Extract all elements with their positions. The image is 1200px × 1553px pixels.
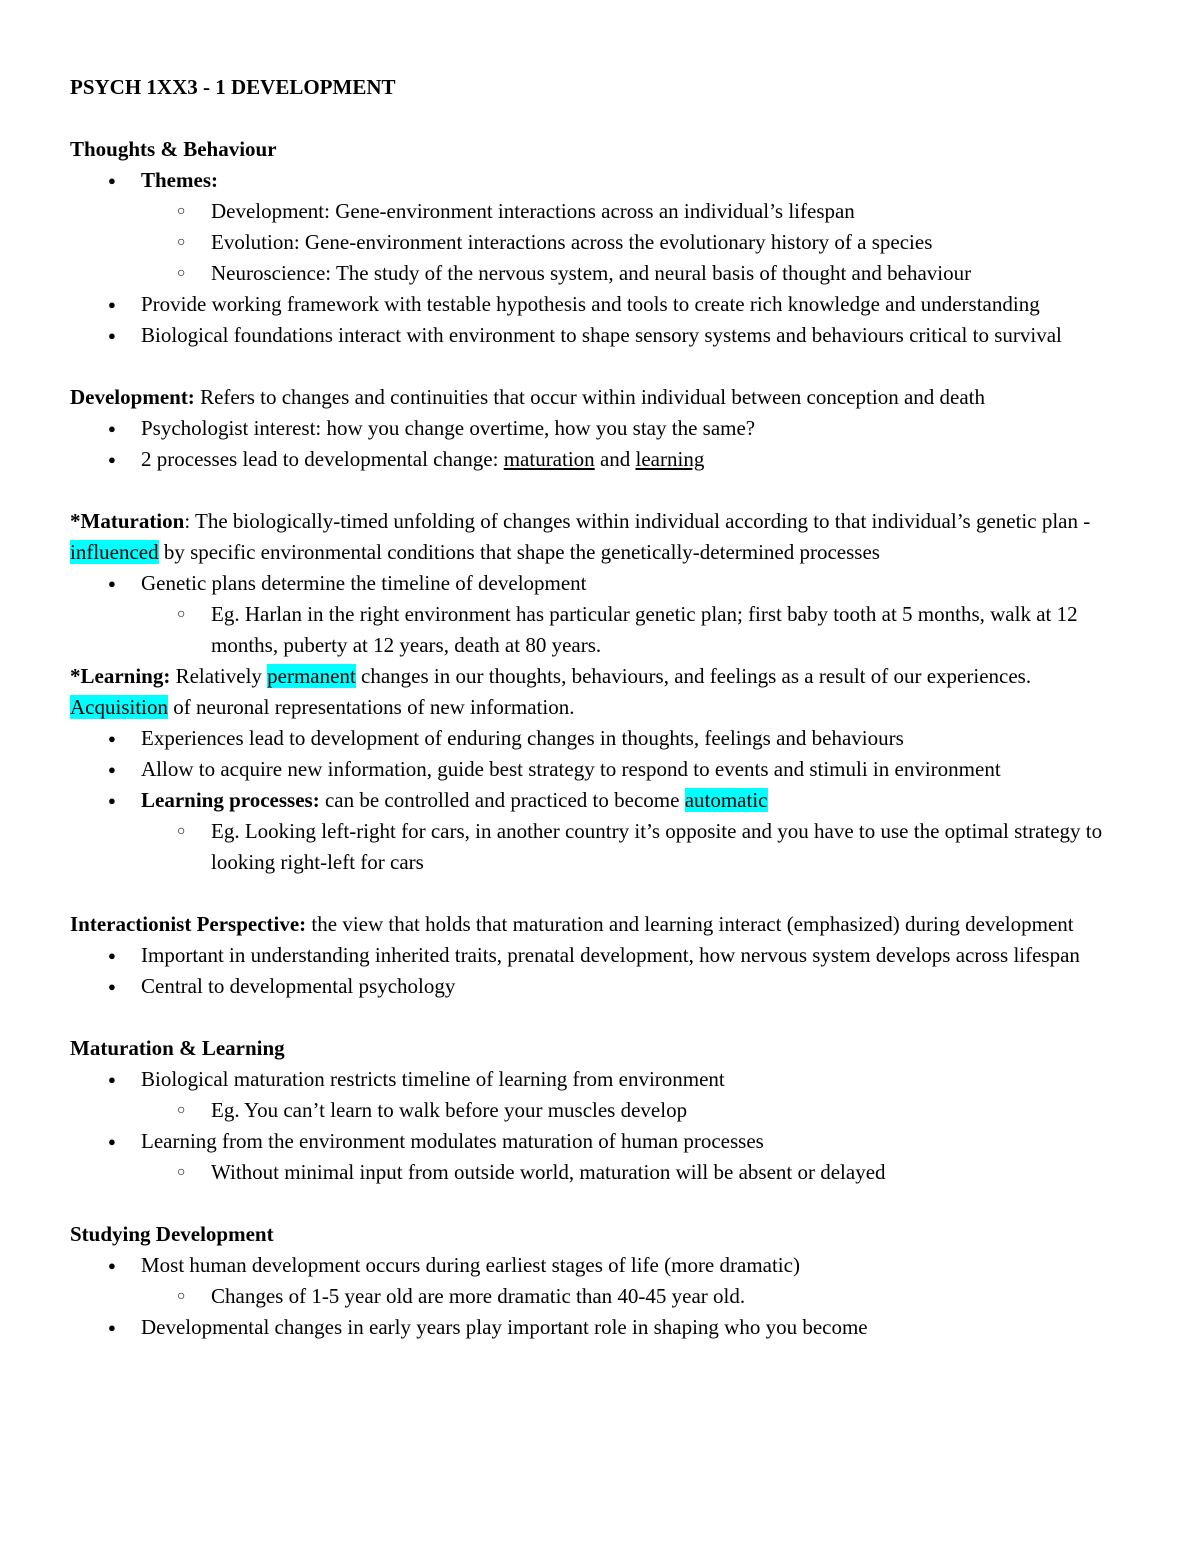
bullet-earliest-stages: ● Most human development occurs during earliest stages of life (more dramatic) — [70, 1250, 1130, 1281]
bullet-themes: ● Themes: — [70, 165, 1130, 196]
bullet-inherited-traits: ● Important in understanding inherited traits, prenatal development, how nervous system develops across lifespan — [70, 940, 1130, 971]
underlined-learning: learning — [635, 447, 705, 471]
underlined-maturation: maturation — [503, 447, 595, 471]
sub-bullet-development: ○ Development: Gene-environment interactions across an individual’s lifespan — [70, 196, 1130, 227]
highlight-acquisition: Acquisition — [70, 695, 168, 719]
bullet-two-processes: ● 2 processes lead to developmental change: maturation and learning — [70, 444, 1130, 475]
highlight-permanent: permanent — [267, 664, 356, 688]
maturation-learning-list — [70, 1064, 1130, 1188]
section-heading-studying-development: Studying Development — [70, 1222, 274, 1246]
thoughts-behaviour-list — [70, 165, 1130, 351]
bullet-learning-modulates: ● Learning from the environment modulates maturation of human processes — [70, 1126, 1130, 1157]
bullet-psychologist-interest: ● Psychologist interest: how you change overtime, how you stay the same? — [70, 413, 1130, 444]
studying-development-list — [70, 1250, 1130, 1343]
section-heading-maturation-learning: Maturation & Learning — [70, 1036, 285, 1060]
sub-bullet-harlan-example: ○ Eg. Harlan in the right environment has particular genetic plan; first baby tooth at 5 months, walk at 12 months, puberty at 12 years, death at 80 years. — [70, 599, 1130, 661]
bullet-acquire-information: ● Allow to acquire new information, guide best strategy to respond to events and stimuli in environment — [70, 754, 1130, 785]
maturation-list — [70, 568, 1130, 661]
sub-bullet-walk-example: ○ Eg. You can’t learn to walk before your muscles develop — [70, 1095, 1130, 1126]
sub-bullet-age-comparison: ○ Changes of 1-5 year old are more dramatic than 40-45 year old. — [70, 1281, 1130, 1312]
bullet-experiences: ● Experiences lead to development of enduring changes in thoughts, feelings and behaviours — [70, 723, 1130, 754]
highlight-influenced: influenced — [70, 540, 159, 564]
section-heading-thoughts-behaviour: Thoughts & Behaviour — [70, 137, 277, 161]
sub-bullet-neuroscience: ○ Neuroscience: The study of the nervous system, and neural basis of thought and behaviour — [70, 258, 1130, 289]
definition-development: Development: Refers to changes and continuities that occur within individual between conception and death — [70, 385, 985, 409]
definition-interactionist: Interactionist Perspective: the view that holds that maturation and learning interact (emphasized) during development — [70, 912, 1074, 936]
sub-bullet-cars-example: ○ Eg. Looking left-right for cars, in another country it’s opposite and you have to use the optimal strategy to looking right-left for cars — [70, 816, 1130, 878]
bullet-central: ● Central to developmental psychology — [70, 971, 1130, 1002]
bullet-genetic-plans: ● Genetic plans determine the timeline of development — [70, 568, 1130, 599]
bullet-early-years: ● Developmental changes in early years play important role in shaping who you become — [70, 1312, 1130, 1343]
bullet-biological-foundations: ● Biological foundations interact with environment to shape sensory systems and behaviours critical to survival — [70, 320, 1130, 351]
interactionist-list — [70, 940, 1130, 1002]
bullet-learning-processes: ● Learning processes: can be controlled and practiced to become automatic — [70, 785, 1130, 816]
definition-maturation: *Maturation: The biologically-timed unfolding of changes within individual according to that individual’s genetic plan - influenced by specific environmental conditions that shape the genetically-determined processes — [70, 509, 1091, 564]
highlight-automatic: automatic — [684, 788, 768, 812]
learning-list — [70, 723, 1130, 878]
sub-bullet-minimal-input: ○ Without minimal input from outside world, maturation will be absent or delayed — [70, 1157, 1130, 1188]
bullet-biological-maturation: ● Biological maturation restricts timeline of learning from environment — [70, 1064, 1130, 1095]
document-title: PSYCH 1XX3 - 1 DEVELOPMENT — [70, 75, 396, 99]
sub-bullet-evolution: ○ Evolution: Gene-environment interactions across the evolutionary history of a species — [70, 227, 1130, 258]
bullet-framework: ● Provide working framework with testable hypothesis and tools to create rich knowledge and understanding — [70, 289, 1130, 320]
development-list — [70, 413, 1130, 475]
definition-learning: *Learning: Relatively permanent changes in our thoughts, behaviours, and feelings as a result of our experiences. Acquisition of neuronal representations of new information. — [70, 664, 1032, 719]
